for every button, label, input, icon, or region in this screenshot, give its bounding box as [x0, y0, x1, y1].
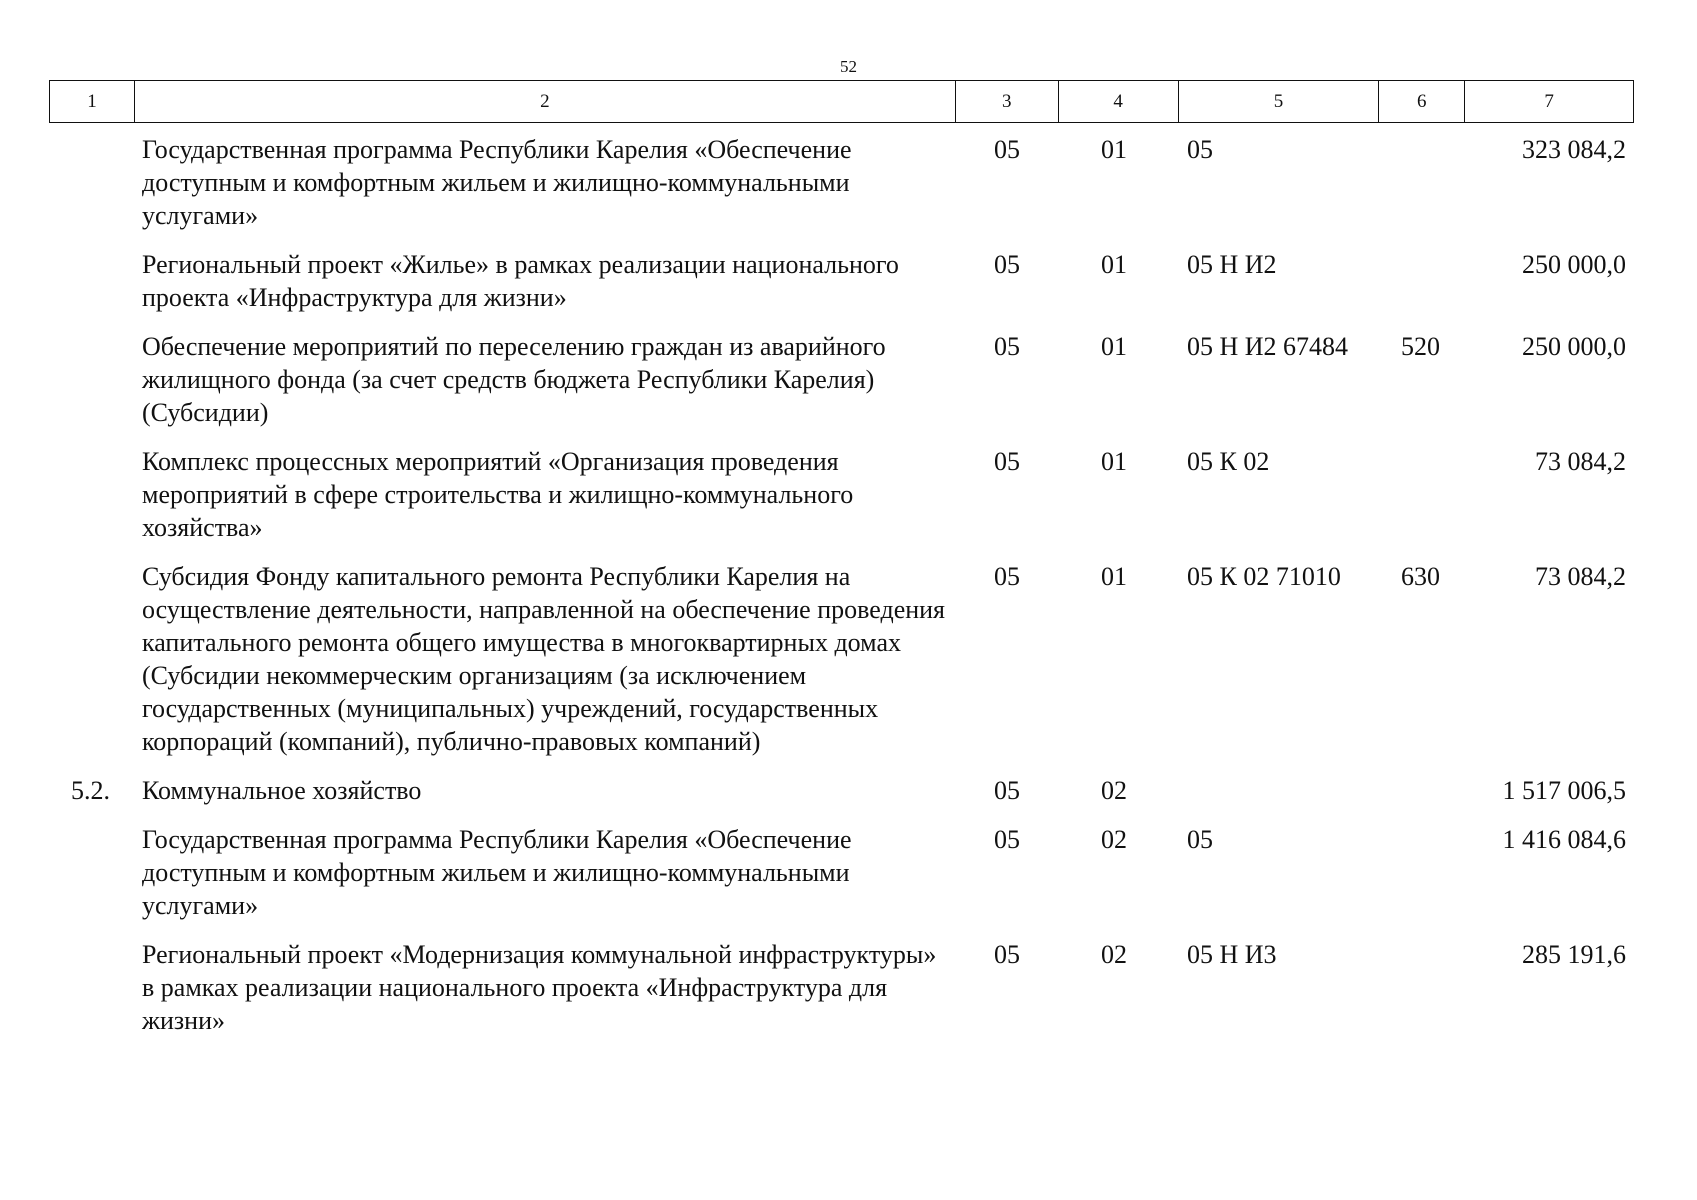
row-section-code: 05	[994, 447, 1020, 476]
row-amount: 323 084,2	[1522, 135, 1626, 164]
header-cell-1: 1	[50, 81, 135, 122]
row-subsection-code: 01	[1101, 135, 1127, 164]
header-cell-7: 7	[1544, 90, 1554, 112]
row-amount: 285 191,6	[1522, 940, 1626, 969]
row-expense-type: 630	[1401, 562, 1440, 591]
row-expense-type: 520	[1401, 332, 1440, 361]
row-amount: 73 084,2	[1535, 562, 1626, 591]
table-row	[49, 774, 1634, 807]
row-target-article: 05	[1187, 135, 1213, 164]
row-number	[49, 823, 134, 922]
row-number	[49, 938, 134, 1037]
row-section-code: 05	[994, 940, 1020, 969]
row-expense-type	[1380, 823, 1466, 922]
row-target-article: 05 Н И3	[1187, 940, 1277, 969]
row-section-code: 05	[994, 776, 1020, 805]
row-subsection-code: 01	[1101, 447, 1127, 476]
row-target-article: 05	[1187, 825, 1213, 854]
header-cell-6: 6	[1379, 81, 1465, 122]
row-amount: 1 517 006,5	[1502, 776, 1626, 805]
row-expense-type	[1380, 938, 1466, 1037]
row-name: Коммунальное хозяйство	[142, 776, 422, 805]
row-number	[49, 330, 134, 429]
row-target-article: 05 К 02	[1187, 447, 1270, 476]
row-number	[49, 445, 134, 544]
row-expense-type	[1380, 248, 1466, 314]
row-section-code: 05	[994, 332, 1020, 361]
table-row	[49, 445, 1634, 544]
row-number: 5.2.	[71, 776, 110, 805]
row-target-article	[1179, 774, 1380, 807]
row-target-article: 05 К 02 71010	[1187, 562, 1341, 591]
table-header	[49, 80, 1634, 123]
row-subsection-code: 01	[1101, 250, 1127, 279]
row-section-code: 05	[994, 825, 1020, 854]
header-cell-4: 4	[1059, 81, 1179, 122]
row-target-article: 05 Н И2	[1187, 250, 1277, 279]
row-amount: 73 084,2	[1535, 447, 1626, 476]
table-body	[49, 133, 1634, 1053]
row-name: Субсидия Фонду капитального ремонта Республики Карелия на осуществление деятельности, направленной на обеспечение проведения капитального ремонта общего имущества в многоквартирных домах (Субсидии некоммерческим организациям (за исключением государственных (муниципальных) учреждений, государственных корпораций (компаний), публично-правовых компаний)	[142, 562, 946, 756]
row-section-code: 05	[994, 562, 1020, 591]
row-name: Государственная программа Республики Карелия «Обеспечение доступным и комфортным жильем и жилищно-коммунальными услугами»	[142, 825, 852, 920]
table-row	[49, 248, 1634, 314]
row-subsection-code: 02	[1101, 825, 1127, 854]
row-section-code: 05	[994, 135, 1020, 164]
row-name: Обеспечение мероприятий по переселению граждан из аварийного жилищного фонда (за счет средств бюджета Республики Карелия) (Субсидии)	[142, 332, 886, 427]
row-amount: 1 416 084,6	[1502, 825, 1626, 854]
row-number	[49, 560, 134, 758]
row-name: Государственная программа Республики Карелия «Обеспечение доступным и комфортным жильем и жилищно-коммунальными услугами»	[142, 135, 852, 230]
page-number: 52	[840, 57, 857, 76]
header-cell-3: 3	[956, 81, 1059, 122]
row-amount: 250 000,0	[1522, 332, 1626, 361]
header-cell-2: 2	[135, 81, 956, 122]
row-section-code: 05	[994, 250, 1020, 279]
row-name: Региональный проект «Жилье» в рамках реализации национального проекта «Инфраструктура для жизни»	[142, 250, 899, 312]
row-expense-type	[1380, 445, 1466, 544]
table-row	[49, 330, 1634, 429]
table-row	[49, 133, 1634, 232]
row-number	[49, 133, 134, 232]
row-expense-type	[1380, 774, 1466, 807]
row-subsection-code: 02	[1101, 776, 1127, 805]
table-row	[49, 823, 1634, 922]
row-expense-type	[1380, 133, 1466, 232]
row-target-article: 05 Н И2 67484	[1187, 332, 1349, 361]
row-subsection-code: 02	[1101, 940, 1127, 969]
row-number	[49, 248, 134, 314]
table-row	[49, 938, 1634, 1037]
row-subsection-code: 01	[1101, 562, 1127, 591]
row-name: Комплекс процессных мероприятий «Организация проведения мероприятий в сфере строительства и жилищно-коммунального хозяйства»	[142, 447, 854, 542]
row-amount: 250 000,0	[1522, 250, 1626, 279]
row-name: Региональный проект «Модернизация коммунальной инфраструктуры» в рамках реализации национального проекта «Инфраструктура для жизни»	[142, 940, 937, 1035]
header-cell-5: 5	[1179, 81, 1380, 122]
table-row	[49, 560, 1634, 758]
row-subsection-code: 01	[1101, 332, 1127, 361]
